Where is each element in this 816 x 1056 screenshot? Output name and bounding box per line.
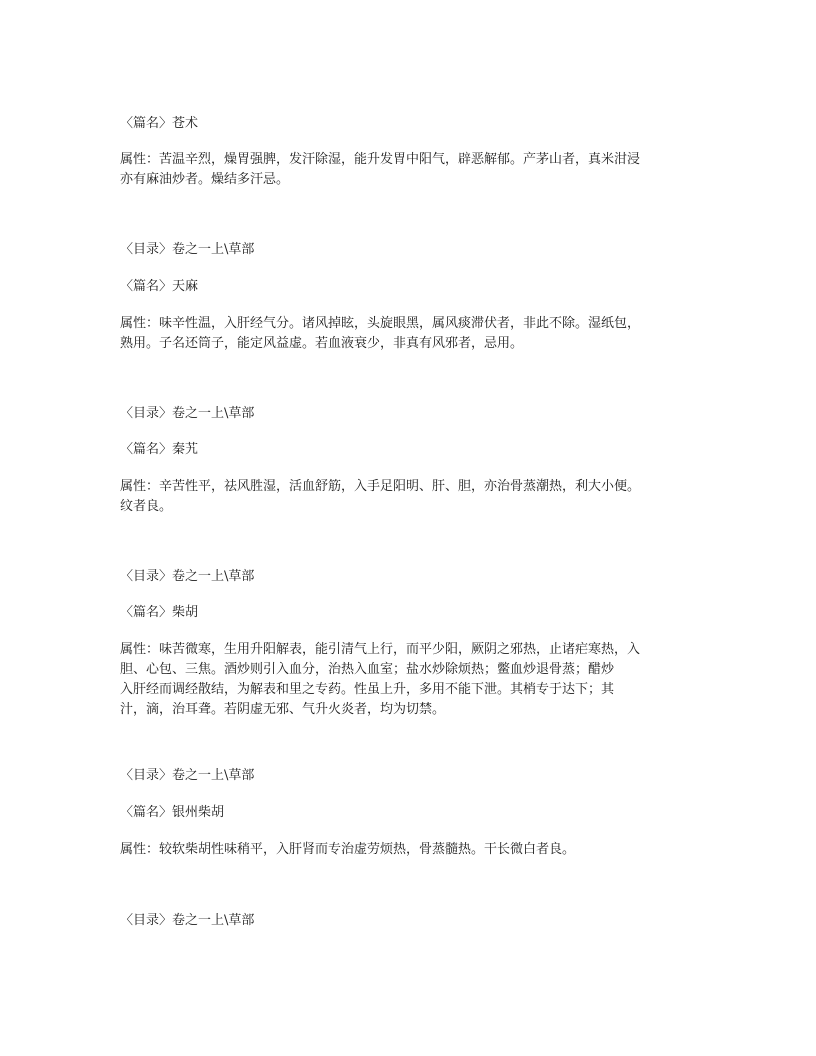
entry-title: 〈篇名〉柴胡 — [120, 605, 199, 620]
catalog-heading: 〈目录〉卷之一上\草部 — [120, 242, 255, 257]
catalog-heading: 〈目录〉卷之一上\草部 — [120, 406, 255, 421]
catalog-heading: 〈目录〉卷之一上\草部 — [120, 569, 255, 584]
entry-title: 〈篇名〉天麻 — [120, 279, 199, 294]
entry-properties — [120, 840, 686, 860]
entry-text-line: 亦有麻油炒者。燥结多汗忌。 — [120, 172, 290, 187]
entry-properties — [120, 640, 686, 720]
entry-properties — [120, 150, 686, 190]
entry-text-line: 纹者良。 — [120, 499, 173, 514]
entry-title: 〈篇名〉秦艽 — [120, 442, 199, 457]
entry-title: 〈篇名〉银州柴胡 — [120, 805, 225, 820]
entry-text-line: 入肝经而调经散结，为解表和里之专药。性虽上升，多用不能下泄。其梢专于达下；其 — [120, 682, 615, 697]
catalog-heading: 〈目录〉卷之一上\草部 — [120, 913, 255, 928]
entry-text-line: 属性：味苦微寒，生用升阳解表，能引清气上行，而平少阳，厥阴之邪热，止诸疟寒热，入 — [120, 642, 641, 657]
entry-text-line: 汁，滴，治耳聋。若阴虚无邪、气升火炎者，均为切禁。 — [120, 702, 446, 717]
entry-text-line: 熟用。子名还筒子，能定风益虚。若血液衰少，非真有风邪者，忌用。 — [120, 336, 524, 351]
catalog-heading: 〈目录〉卷之一上\草部 — [120, 768, 255, 783]
entry-properties — [120, 477, 686, 517]
entry-properties — [120, 314, 686, 354]
entry-text-line: 属性：苦温辛烈，燥胃强脾，发汗除湿，能升发胃中阳气，辟恶解郁。产茅山者，真米泔浸 — [120, 152, 641, 167]
entry-text-line: 属性：较软柴胡性味稍平，入肝肾而专治虚劳烦热，骨蒸髓热。干长微白者良。 — [120, 842, 576, 857]
entry-text-line: 属性：味辛性温，入肝经气分。诸风掉眩，头旋眼黑，属风痰滞伏者，非此不除。湿纸包， — [120, 316, 641, 331]
entry-title: 〈篇名〉苍术 — [120, 116, 199, 131]
entry-text-line: 胆、心包、三焦。酒炒则引入血分，治热入血室；盐水炒除烦热；鳖血炒退骨蒸；醋炒 — [120, 662, 615, 677]
entry-text-line: 属性：辛苦性平，祛风胜湿，活血舒筋，入手足阳明、肝、胆，亦治骨蒸潮热，利大小便。 — [120, 479, 641, 494]
